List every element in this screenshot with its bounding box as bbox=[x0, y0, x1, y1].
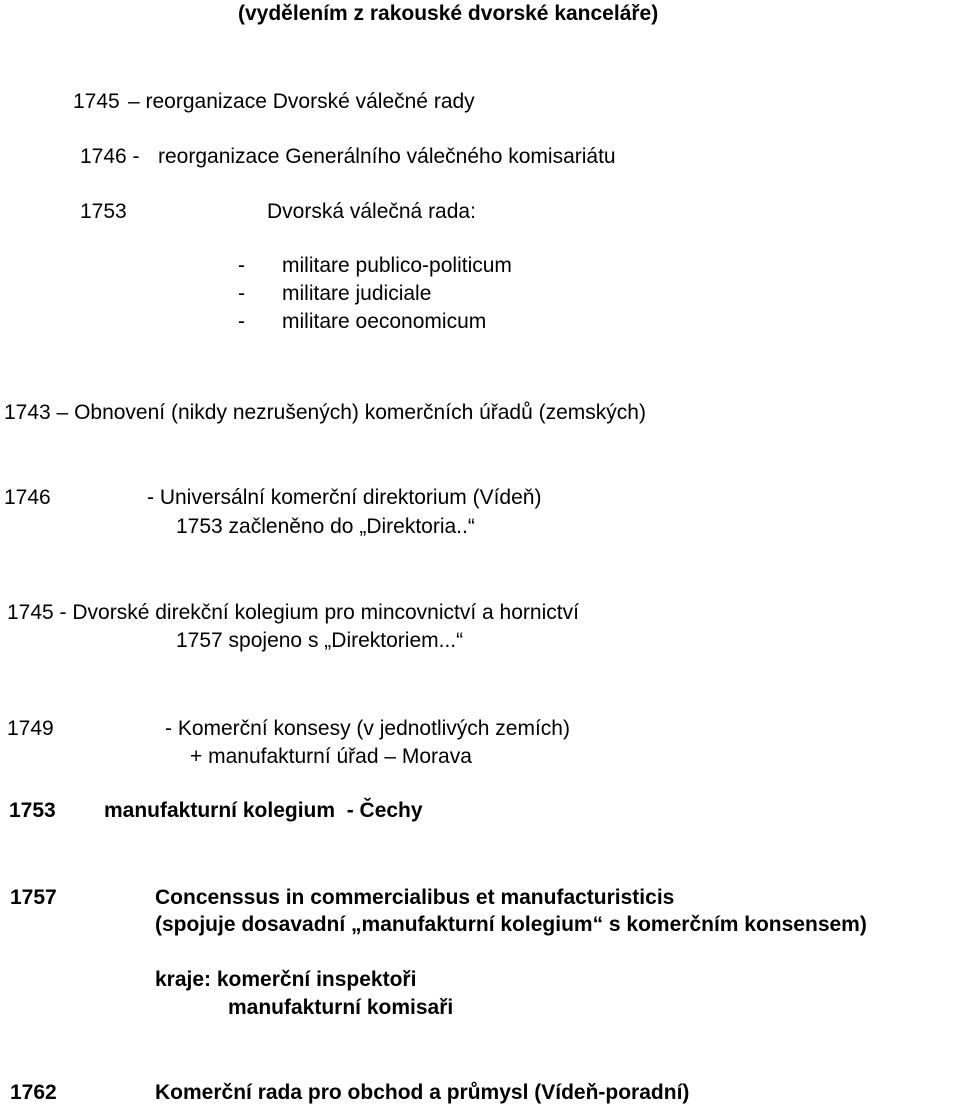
document-subtitle: (vydělením z rakouské dvorské kanceláře) bbox=[238, 2, 659, 25]
entry-subtext: 1753 začleněno do „Direktoria..“ bbox=[176, 515, 475, 538]
entry-subtext: + manufakturní úřad – Morava bbox=[190, 745, 472, 768]
entry-subtext: 1757 spojeno s „Direktoriem...“ bbox=[176, 629, 464, 652]
year-label: 1746 - bbox=[80, 145, 140, 168]
entry-text: Komerční rada pro obchod a průmysl (Vídeň-poradní) bbox=[155, 1081, 690, 1104]
year-label: 1753 bbox=[9, 799, 56, 822]
entry-text: - Komerční konsesy (v jednotlivých zemích) bbox=[165, 717, 570, 740]
entry-text: reorganizace Generálního válečného komisariátu bbox=[158, 145, 616, 168]
year-label: 1745 bbox=[73, 90, 120, 113]
list-dash: - bbox=[238, 310, 245, 333]
entry-text: Dvorská válečná rada: bbox=[267, 200, 476, 223]
year-label: 1753 bbox=[80, 200, 127, 223]
year-label: 1762 bbox=[10, 1081, 57, 1104]
year-label: 1746 bbox=[4, 486, 51, 509]
entry-text: – reorganizace Dvorské válečné rady bbox=[128, 90, 475, 113]
entry-text: 1745 - Dvorské direkční kolegium pro mincovnictví a hornictví bbox=[7, 601, 579, 624]
entry-text: - Universální komerční direktorium (Vídeň) bbox=[147, 486, 542, 509]
list-dash: - bbox=[238, 254, 245, 277]
list-item: militare oeconomicum bbox=[282, 310, 487, 333]
year-label: 1757 bbox=[10, 886, 57, 909]
entry-text: manufakturní kolegium - Čechy bbox=[104, 799, 423, 822]
list-dash: - bbox=[238, 282, 245, 305]
entry-subtext: (spojuje dosavadní „manufakturní kolegium“ s komerčním konsensem) bbox=[155, 913, 867, 936]
entry-subtext: manufakturní komisaři bbox=[228, 996, 454, 1019]
list-item: militare publico-politicum bbox=[282, 254, 512, 277]
entry-subtext: kraje: komerční inspektoři bbox=[155, 968, 417, 991]
entry-text: Concenssus in commercialibus et manufacturisticis bbox=[155, 886, 675, 909]
year-label: 1749 bbox=[7, 717, 54, 740]
list-item: militare judiciale bbox=[282, 282, 432, 305]
entry-text: 1743 – Obnovení (nikdy nezrušených) komerčních úřadů (zemských) bbox=[4, 401, 646, 424]
